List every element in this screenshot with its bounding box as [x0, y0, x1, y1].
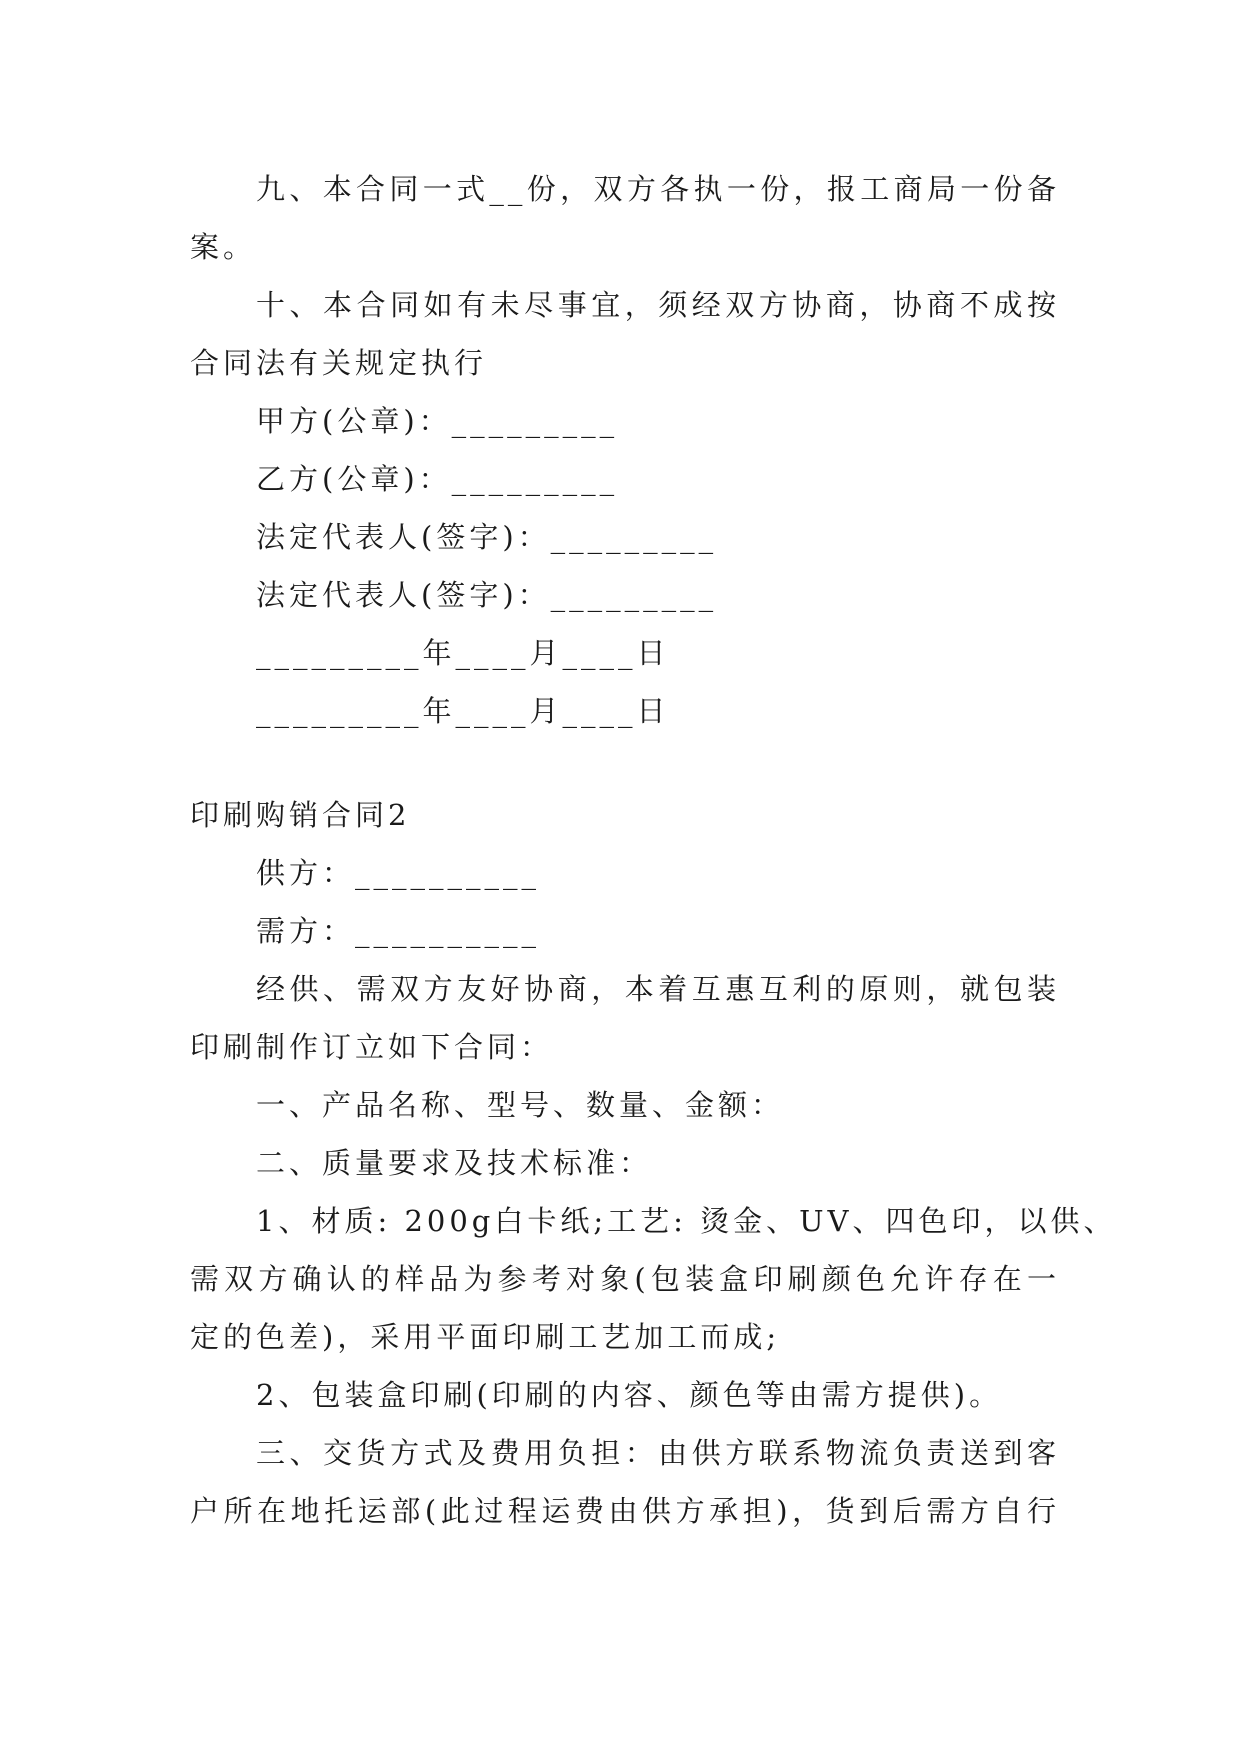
preamble-line-2: 印刷制作订立如下合同： [190, 1030, 554, 1064]
clause-10-line-2: 合同法有关规定执行 [190, 346, 488, 380]
party-a-seal: 甲方(公章)：_________ [256, 404, 619, 438]
clause-3-line-2: 户所在地托运部(此过程运费由供方承担)，货到后需方自行 [190, 1494, 1060, 1528]
preamble-line-1: 经供、需双方友好协商，本着互惠互利的原则，就包装 [256, 972, 1060, 1006]
date-line-b: _________年____月____日 [256, 694, 670, 728]
document-page [190, 160, 1117, 1540]
clause-9-line-1: 九、本合同一式__份，双方各执一份，报工商局一份备 [256, 172, 1060, 206]
legal-rep-signature-a: 法定代表人(签字)：_________ [256, 520, 718, 554]
buyer-line: 需方：__________ [256, 914, 541, 948]
legal-rep-signature-b: 法定代表人(签字)：_________ [256, 578, 718, 612]
clause-1-heading: 一、产品名称、型号、数量、金额： [256, 1088, 785, 1122]
material-line-3: 定的色差)，采用平面印刷工艺加工而成; [190, 1320, 781, 1354]
date-line-a: _________年____月____日 [256, 636, 670, 670]
party-b-seal: 乙方(公章)：_________ [256, 462, 619, 496]
material-line-2: 需双方确认的样品为参考对象(包装盒印刷颜色允许存在一 [190, 1262, 1060, 1296]
clause-2-heading: 二、质量要求及技术标准： [256, 1146, 653, 1180]
supplier-line: 供方：__________ [256, 856, 541, 890]
clause-9-line-2: 案。 [190, 230, 257, 264]
packaging-print-line: 2、包装盒印刷(印刷的内容、颜色等由需方提供)。 [256, 1378, 1003, 1412]
clause-3-line-1: 三、交货方式及费用负担：由供方联系物流负责送到客 [256, 1436, 1060, 1470]
contract-2-title: 印刷购销合同2 [190, 798, 411, 832]
clause-10-line-1: 十、本合同如有未尽事宜，须经双方协商，协商不成按 [256, 288, 1060, 322]
material-line-1: 1、材质: 200g白卡纸;工艺: 烫金、UV、四色印，以供、 [256, 1204, 1117, 1238]
